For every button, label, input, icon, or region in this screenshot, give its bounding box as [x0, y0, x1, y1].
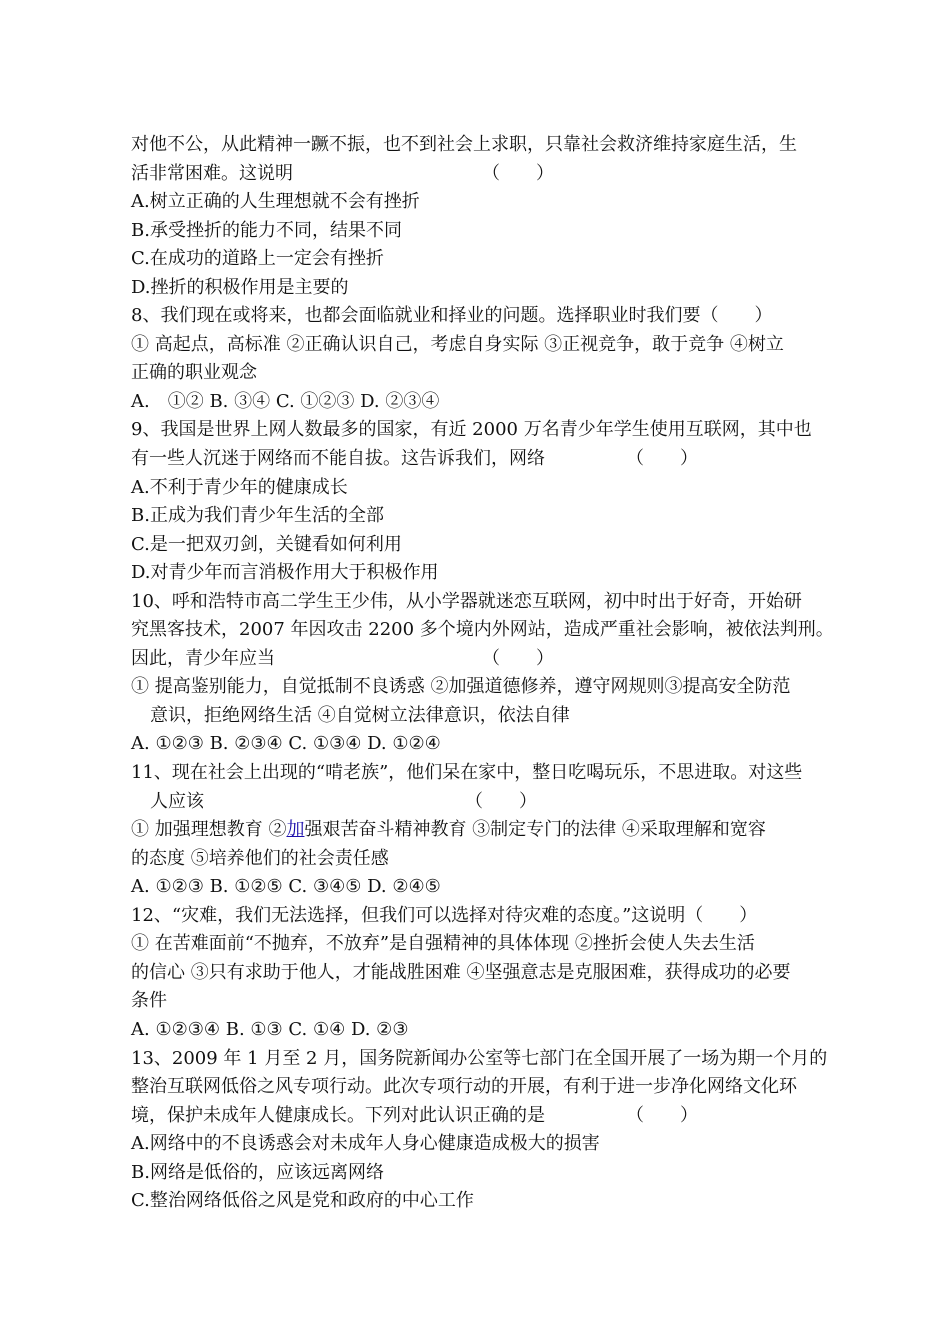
text-line	[131, 816, 830, 845]
text-line: 的信心 ③只有求助于他人，才能战胜困难 ④坚强意志是克服困难，获得成功的必要	[131, 961, 791, 983]
option-line: A. ①② B. ③④ C. ①②③ D. ②③④	[131, 390, 440, 412]
option-line: A. ①②③④ B. ①③ C. ①④ D. ②③	[131, 1018, 409, 1040]
hyperlink[interactable]: 加	[286, 819, 305, 841]
text-line: 条件	[131, 990, 167, 1012]
option-line: A.网络中的不良诱惑会对未成年人身心健康造成极大的损害	[131, 1133, 600, 1155]
text-line: ① 在苦难面前“不抛弃，不放弃”是自强精神的具体体现 ②挫折会使人失去生活	[131, 933, 755, 955]
question-12: 12、“灾难，我们无法选择，但我们可以选择对待灾难的态度。”这说明（ ）	[131, 904, 758, 926]
text-line: 有一些人沉迷于网络而不能自拔。这告诉我们，网络 （ ）	[131, 448, 698, 470]
text-line: 境，保护未成年人健康成长。下列对此认识正确的是 （ ）	[131, 1104, 698, 1126]
question-11: 11、现在社会上出现的“啃老族”，他们呆在家中，整日吃喝玩乐，不思进取。对这些	[131, 762, 803, 784]
text-line: ① 提高鉴别能力，自觉抵制不良诱惑 ②加强道德修养，遵守网规则③提高安全防范	[131, 676, 791, 698]
text-line: ① 高起点，高标准 ②正确认识自己，考虑自身实际 ③正视竞争，敢于竞争 ④树立	[131, 333, 784, 355]
text-segment: ① 加强理想教育 ②	[131, 819, 287, 841]
option-line: D.对青少年而言消极作用大于积极作用	[131, 562, 439, 584]
text-line: 正确的职业观念	[131, 362, 257, 384]
option-line: C.在成功的道路上一定会有挫折	[131, 248, 384, 270]
option-line: C.整治网络低俗之风是党和政府的中心工作	[131, 1190, 474, 1212]
option-line: C.是一把双刃剑，关键看如何利用	[131, 533, 402, 555]
option-line: B.网络是低俗的，应该远离网络	[131, 1161, 384, 1183]
text-line: 人应该 （ ）	[150, 790, 537, 812]
option-line: A. ①②③ B. ①②⑤ C. ③④⑤ D. ②④⑤	[131, 876, 441, 898]
question-8: 8、我们现在或将来，也都会面临就业和择业的问题。选择职业时我们要（ ）	[131, 305, 773, 327]
text-line: 意识，拒绝网络生活 ④自觉树立法律意识，依法自律	[150, 704, 570, 726]
option-line: A.不利于青少年的健康成长	[131, 476, 348, 498]
question-13: 13、2009 年 1 月至 2 月，国务院新闻办公室等七部门在全国开展了一场为期一个月的	[131, 1047, 828, 1069]
question-10: 10、呼和浩特市高二学生王少伟，从小学器就迷恋互联网，初中时出于好奇，开始研	[131, 590, 802, 612]
text-segment: 强艰苦奋斗精神教育 ③制定专门的法律 ④采取理解和宽容	[304, 819, 766, 841]
option-line: A. ①②③ B. ②③④ C. ①③④ D. ①②④	[131, 733, 441, 755]
text-line: 整治互联网低俗之风专项行动。此次专项行动的开展，有利于进一步净化网络文化环	[131, 1076, 797, 1098]
option-line: B.正成为我们青少年生活的全部	[131, 505, 384, 527]
option-line: A.树立正确的人生理想就不会有挫折	[131, 191, 420, 213]
question-9: 9、我国是世界上网人数最多的国家，有近 2000 万名青少年学生使用互联网，其中也	[131, 419, 812, 441]
text-line: 究黑客技术，2007 年因攻击 2200 多个境内外网站，造成严重社会影响，被依法判刑。	[131, 619, 834, 641]
text-line: 的态度 ⑤培养他们的社会责任感	[131, 847, 389, 869]
option-line: B.承受挫折的能力不同，结果不同	[131, 219, 402, 241]
text-line: 活非常困难。这说明 （ ）	[131, 162, 554, 184]
option-line: D.挫折的积极作用是主要的	[131, 276, 349, 298]
text-line: 对他不公，从此精神一蹶不振，也不到社会上求职，只靠社会救济维持家庭生活，生	[131, 134, 797, 155]
text-line: 因此，青少年应当 （ ）	[131, 647, 554, 669]
